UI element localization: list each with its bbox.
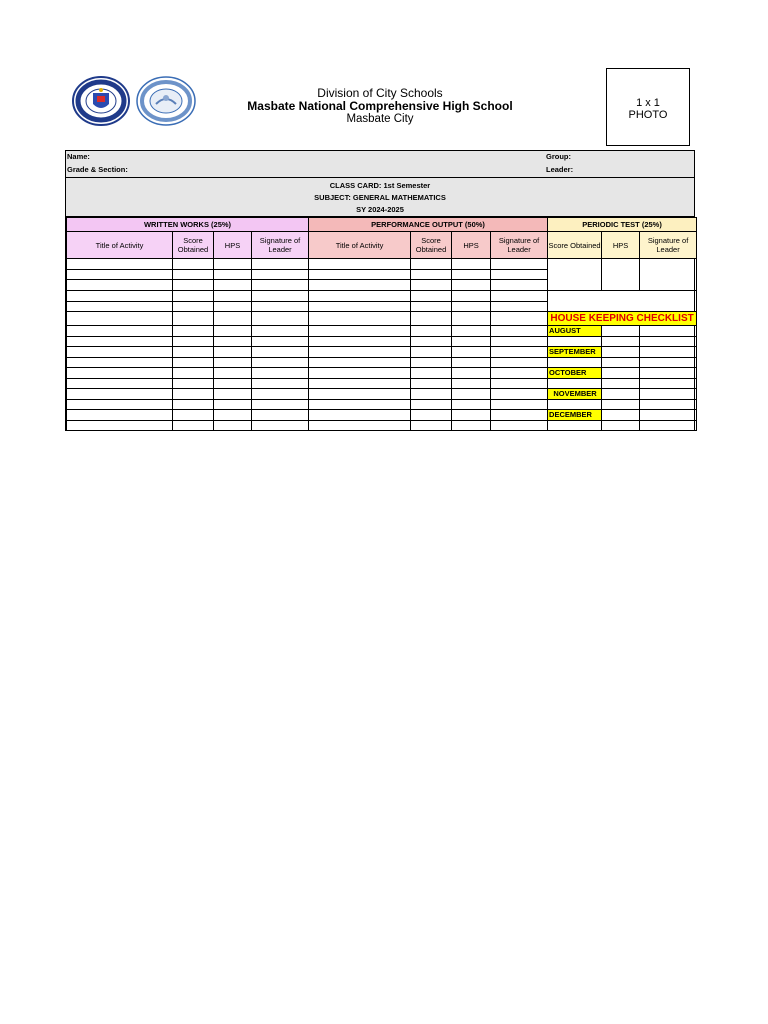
po-score-header: Score Obtained	[411, 232, 452, 259]
po-signature-header: Signature of Leader	[491, 232, 548, 259]
month-october: OCTOBER	[548, 368, 602, 379]
month-august: AUGUST	[548, 326, 602, 337]
housekeeping-checklist-title: HOUSE KEEPING CHECKLIST	[548, 312, 697, 326]
photo-box	[606, 68, 690, 146]
table-row	[67, 410, 697, 421]
table-row	[67, 312, 697, 326]
school-name: Masbate National Comprehensive High School	[247, 99, 513, 113]
ww-signature-header: Signature of Leader	[252, 232, 309, 259]
table-row	[67, 368, 697, 379]
table-row	[67, 378, 697, 389]
class-card-sheet	[65, 150, 695, 431]
ww-hps-header: HPS	[214, 232, 252, 259]
photo-size-label: 1 x 1	[636, 97, 660, 109]
class-card-title: CLASS CARD: 1st Semester	[329, 181, 431, 190]
group-label: Group:	[546, 152, 571, 161]
pt-score-cell[interactable]	[548, 259, 602, 291]
pt-signature-cell[interactable]	[640, 259, 697, 291]
division-title: Division of City Schools	[317, 86, 443, 100]
photo-label: PHOTO	[628, 109, 668, 121]
ww-score-header: Score Obtained	[173, 232, 214, 259]
po-title-header: Title of Activity	[309, 232, 411, 259]
pt-signature-header: Signature of Leader	[640, 232, 697, 259]
table-row	[67, 399, 697, 410]
table-row	[67, 326, 697, 337]
grades-table	[66, 217, 697, 431]
subject-label: SUBJECT: GENERAL MATHEMATICS	[314, 193, 446, 202]
deped-seal-icon	[72, 76, 130, 126]
pt-hps-cell[interactable]	[602, 259, 640, 291]
month-december: DECEMBER	[548, 410, 602, 421]
class-card-heading	[66, 178, 694, 217]
pt-hps-header: HPS	[602, 232, 640, 259]
table-row	[67, 259, 697, 270]
city-name: Masbate City	[346, 113, 414, 125]
table-row	[67, 420, 697, 431]
pt-score-header: Score Obtained	[548, 232, 602, 259]
school-year-label: SY 2024-2025	[356, 205, 404, 214]
periodic-test-header: PERIODIC TEST (25%)	[548, 218, 697, 232]
month-november: NOVEMBER	[548, 389, 602, 400]
table-row	[67, 291, 697, 302]
month-september: SEPTEMBER	[548, 347, 602, 358]
table-row	[67, 389, 697, 400]
student-info	[66, 151, 694, 178]
grade-section-label: Grade & Section:	[67, 165, 128, 174]
table-row	[67, 336, 697, 347]
ww-title-header: Title of Activity	[67, 232, 173, 259]
po-hps-header: HPS	[452, 232, 491, 259]
school-header	[200, 86, 560, 126]
table-row	[67, 347, 697, 358]
school-seal-icon	[136, 76, 196, 126]
written-works-header: WRITTEN WORKS (25%)	[67, 218, 309, 232]
performance-output-header: PERFORMANCE OUTPUT (50%)	[309, 218, 548, 232]
table-row	[67, 357, 697, 368]
name-label: Name:	[67, 152, 90, 161]
leader-label: Leader:	[546, 165, 574, 174]
